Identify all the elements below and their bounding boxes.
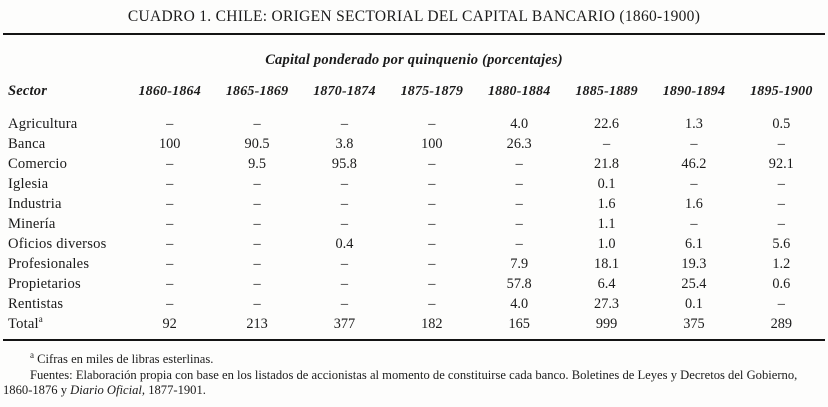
value-cell: – bbox=[340, 115, 349, 132]
header-row bbox=[3, 83, 825, 114]
value-cell: – bbox=[777, 135, 785, 152]
column-header-period: 1885-1889 bbox=[575, 83, 638, 99]
value-cell: 22.6 bbox=[594, 115, 620, 132]
value-cell: – bbox=[777, 295, 785, 312]
value-cell: 0.1 bbox=[597, 175, 616, 192]
value-cell: – bbox=[340, 195, 349, 212]
total-value-cell: 999 bbox=[595, 315, 618, 332]
value-cell: 57.8 bbox=[506, 275, 532, 292]
value-cell: – bbox=[690, 135, 698, 152]
table-row bbox=[3, 274, 825, 294]
table-row bbox=[3, 234, 825, 254]
sources-text-prefix: Fuentes: Elaboración propia con base en los listados de accionistas al momento de constituirse cada banco. Boletines de Leyes y Decretos del Gobierno, 1860-1876 y bbox=[3, 367, 798, 397]
table-row bbox=[3, 174, 825, 194]
value-cell: – bbox=[340, 295, 349, 312]
value-cell: – bbox=[253, 195, 261, 212]
table-title: CUADRO 1. CHILE: ORIGEN SECTORIAL DEL CAPITAL BANCARIO (1860-1900) bbox=[127, 8, 701, 25]
total-value-cell: 289 bbox=[770, 315, 793, 332]
value-cell: 46.2 bbox=[681, 155, 707, 172]
value-cell: – bbox=[428, 235, 436, 252]
sector-cell: Propietarios bbox=[8, 275, 81, 292]
value-cell: 26.3 bbox=[506, 135, 532, 152]
value-cell: 1.1 bbox=[597, 215, 616, 232]
value-cell: – bbox=[428, 155, 436, 172]
column-header-period: 1895-1900 bbox=[750, 83, 813, 99]
sector-cell-total bbox=[3, 314, 126, 334]
sector-cell: Agricultura bbox=[8, 115, 78, 132]
value-cell: 1.0 bbox=[597, 235, 616, 252]
table-subtitle: Capital ponderado por quinquenio (porcentajes) bbox=[265, 52, 563, 68]
value-cell: – bbox=[777, 175, 785, 192]
value-cell: 21.8 bbox=[594, 155, 620, 172]
sources-text-italic: Diario Oficial, bbox=[70, 383, 146, 397]
value-cell: 25.4 bbox=[681, 275, 707, 292]
value-cell: – bbox=[166, 215, 174, 232]
value-cell: – bbox=[253, 275, 261, 292]
bottom-rule bbox=[3, 339, 825, 341]
value-cell: – bbox=[166, 195, 174, 212]
value-cell: 18.1 bbox=[594, 255, 620, 272]
table-body bbox=[3, 114, 825, 334]
value-cell: 95.8 bbox=[331, 155, 357, 172]
value-cell: 4.0 bbox=[510, 295, 529, 312]
footnote-sources bbox=[3, 368, 824, 399]
value-cell: 5.6 bbox=[772, 235, 791, 252]
value-cell: – bbox=[515, 215, 523, 232]
value-cell: – bbox=[777, 195, 785, 212]
value-cell: – bbox=[690, 175, 698, 192]
value-cell: – bbox=[428, 215, 436, 232]
value-cell: 1.3 bbox=[685, 115, 703, 132]
value-cell: – bbox=[602, 135, 611, 152]
total-value-cell: 182 bbox=[421, 315, 443, 332]
value-cell: – bbox=[340, 175, 349, 192]
sector-cell: Rentistas bbox=[8, 295, 64, 312]
value-cell: 92.1 bbox=[768, 155, 794, 172]
value-cell: – bbox=[166, 295, 174, 312]
value-cell: 7.9 bbox=[510, 255, 529, 272]
value-cell: 6.4 bbox=[597, 275, 616, 292]
value-cell: 90.5 bbox=[244, 135, 270, 152]
value-cell: – bbox=[515, 155, 523, 172]
sector-cell: Minería bbox=[8, 215, 56, 232]
table-row bbox=[3, 254, 825, 274]
value-cell: – bbox=[340, 215, 349, 232]
column-header-period: 1865-1869 bbox=[225, 83, 289, 99]
value-cell: – bbox=[166, 155, 174, 172]
footnote-a-text: Cifras en miles de libras esterlinas. bbox=[34, 352, 214, 366]
footnote-a bbox=[3, 349, 824, 368]
total-value-cell: 165 bbox=[508, 315, 530, 332]
value-cell: – bbox=[428, 295, 436, 312]
value-cell: 3.8 bbox=[335, 135, 354, 152]
table-row bbox=[3, 194, 825, 214]
value-cell: – bbox=[428, 115, 436, 132]
top-rule bbox=[3, 33, 825, 35]
sector-cell: Iglesia bbox=[8, 175, 49, 192]
value-cell: 4.0 bbox=[510, 115, 529, 132]
value-cell: – bbox=[253, 255, 261, 272]
value-cell: – bbox=[690, 215, 698, 232]
value-cell: – bbox=[253, 115, 261, 132]
value-cell: – bbox=[340, 255, 349, 272]
value-cell: 19.3 bbox=[681, 255, 707, 272]
table-row bbox=[3, 114, 825, 134]
table-header bbox=[3, 83, 825, 114]
sector-cell: Profesionales bbox=[8, 255, 90, 272]
column-header-period: 1875-1879 bbox=[400, 83, 464, 99]
value-cell: – bbox=[166, 235, 174, 252]
value-cell: – bbox=[253, 215, 261, 232]
value-cell: – bbox=[253, 295, 261, 312]
value-cell: 1.2 bbox=[772, 255, 791, 272]
value-cell: – bbox=[166, 115, 174, 132]
value-cell: – bbox=[515, 175, 523, 192]
value-cell: – bbox=[253, 175, 261, 192]
value-cell: 0.6 bbox=[772, 275, 791, 292]
value-cell: 100 bbox=[158, 135, 181, 152]
value-cell: 100 bbox=[421, 135, 443, 152]
value-cell: – bbox=[515, 235, 523, 252]
sector-cell: Industria bbox=[8, 195, 62, 212]
capital-table bbox=[3, 83, 825, 334]
value-cell: 6.1 bbox=[685, 235, 703, 252]
table-row bbox=[3, 294, 825, 314]
value-cell: 0.1 bbox=[685, 295, 703, 312]
value-cell: 0.4 bbox=[335, 235, 354, 252]
value-cell: 1.6 bbox=[597, 195, 616, 212]
sources-text-suffix: 1877-1901. bbox=[145, 383, 206, 397]
value-cell: 1.6 bbox=[685, 195, 703, 212]
sector-cell: Comercio bbox=[8, 155, 68, 172]
value-cell: – bbox=[166, 175, 174, 192]
value-cell: – bbox=[777, 215, 785, 232]
total-row bbox=[3, 314, 825, 334]
column-header-period: 1860-1864 bbox=[138, 83, 201, 99]
value-cell: 27.3 bbox=[594, 295, 620, 312]
table-row bbox=[3, 154, 825, 174]
value-cell: 0.5 bbox=[772, 115, 791, 132]
table-row bbox=[3, 134, 825, 154]
column-header-period: 1880-1884 bbox=[487, 83, 551, 99]
value-cell: – bbox=[428, 195, 436, 212]
total-footnote-marker: a bbox=[38, 313, 43, 324]
sector-cell: Oficios diversos bbox=[8, 235, 107, 252]
sector-cell: Banca bbox=[8, 135, 46, 152]
value-cell: – bbox=[166, 255, 174, 272]
value-cell: – bbox=[166, 275, 174, 292]
footnote-a-marker: a bbox=[30, 349, 34, 360]
column-header-sector: Sector bbox=[8, 83, 48, 99]
value-cell: – bbox=[340, 275, 349, 292]
total-value-cell: 213 bbox=[246, 315, 268, 332]
table-row bbox=[3, 214, 825, 234]
total-value-cell: 375 bbox=[683, 315, 705, 332]
value-cell: – bbox=[428, 255, 436, 272]
value-cell: – bbox=[428, 275, 436, 292]
value-cell: – bbox=[253, 235, 261, 252]
column-header-period: 1870-1874 bbox=[313, 83, 376, 99]
value-cell: – bbox=[428, 175, 436, 192]
value-cell: – bbox=[515, 195, 523, 212]
total-value-cell: 377 bbox=[333, 315, 356, 332]
total-value-cell: 92 bbox=[162, 315, 177, 332]
total-label: Total bbox=[8, 315, 39, 332]
value-cell: 9.5 bbox=[248, 155, 266, 172]
column-header-period: 1890-1894 bbox=[662, 83, 726, 99]
footnotes bbox=[3, 349, 824, 399]
